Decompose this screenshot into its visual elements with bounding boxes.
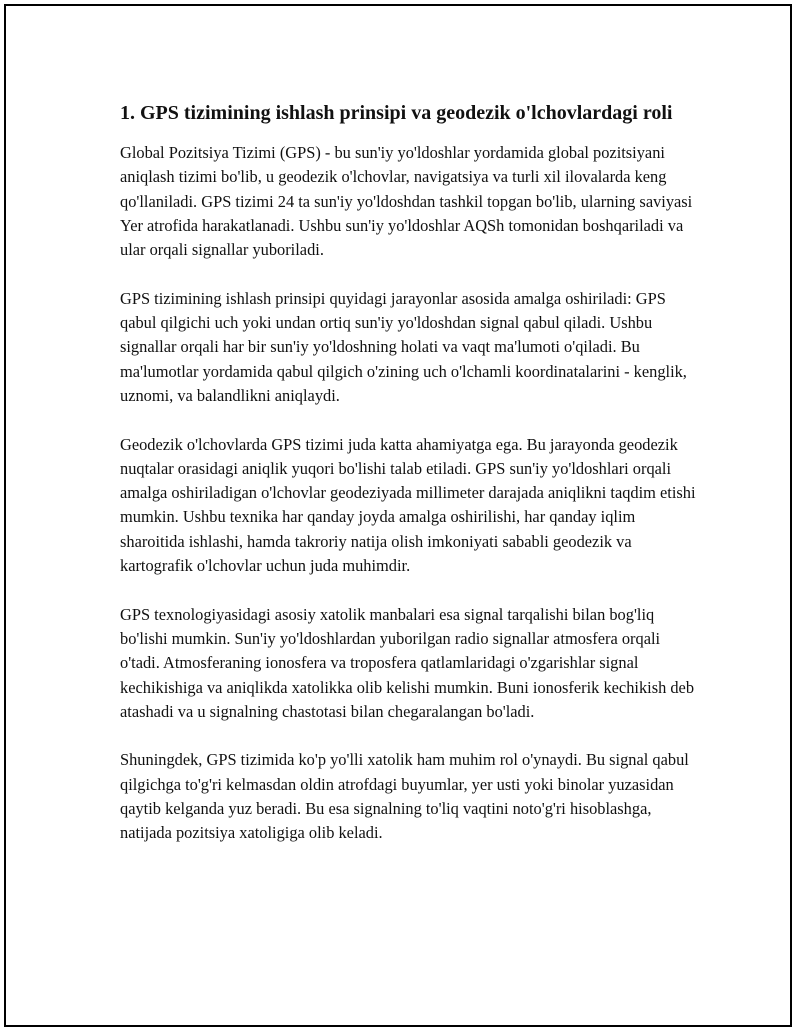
paragraph-error-sources: GPS texnologiyasidagi asosiy xatolik manbalari esa signal tarqalishi bilan bog'liq bo'lishi mumkin. Sun'iy yo'ldoshlardan yuborilgan radio signallar atmosfera orqali o'tadi. Atmosferaning ionosfera va troposfera qatlamlaridagi o'zgarishlar signal kechikishiga va aniqlikda xatolikka olib kelishi mumkin. Buni ionosferik kechikish deb atashadi va u signalning chastotasi bilan chegaralangan bo'ladi. [120, 604, 695, 721]
paragraph-geodetic-role: Geodezik o'lchovlarda GPS tizimi juda katta ahamiyatga ega. Bu jarayonda geodezik nuqtalar orasidagi aniqlik yuqori bo'lishi talab etiladi. GPS sun'iy yo'ldoshlari orqali amalga oshiriladigan o'lchovlar geodeziyada millimeter darajada aniqlikni taqdim etishi mumkin. Ushbu texnika har qanday joyda amalga oshirilishi, har qanday iqlim sharoitida ishlashi, hamda takroriy natija olish imkoniyati sababli geodezik va kartografik o'lchovlar uchun juda muhimdir. [120, 434, 696, 576]
section-heading: 1. GPS tizimining ishlash prinsipi va geodezik o'lchovlardagi roli [120, 102, 673, 124]
paragraph-multipath-error: Shuningdek, GPS tizimida ko'p yo'lli xatolik ham muhim rol o'ynaydi. Bu signal qabul qilgichga to'g'ri kelmasdan oldin atrofdagi buyumlar, yer usti yoki binolar yuzasidan qaytib kelganda yuz beradi. Bu esa signalning to'liq vaqtini noto'g'ri hisoblashga, natijada pozitsiya xatoligiga olib keladi. [120, 750, 689, 843]
paragraph-working-principle: GPS tizimining ishlash prinsipi quyidagi jarayonlar asosida amalga oshiriladi: GPS qabul qilgichi uch yoki undan ortiq sun'iy yo'ldoshdan signal qabul qiladi. Ushbu signallar orqali har bir sun'iy yo'ldoshning holati va vaqt ma'lumoti o'qiladi. Bu ma'lumotlar yordamida qabul qilgich o'zining uch o'lchamli koordinatalarini - kenglik, uznomi, va balandlikni aniqlaydi. [120, 288, 687, 405]
paragraph-gps-intro: Global Pozitsiya Tizimi (GPS) - bu sun'iy yo'ldoshlar yordamida global pozitsiyani aniqlash tizimi bo'lib, u geodezik o'lchovlar, navigatsiya va turli xil ilovalarda keng qo'llaniladi. GPS tizimi 24 ta sun'iy yo'ldoshdan tashkil topgan bo'lib, ularning saviyasi Yer atrofida harakatlanadi. Ushbu sun'iy yo'ldoshlar AQSh tomonidan boshqariladi va ular orqali signallar yuboriladi. [120, 143, 693, 260]
document-body [120, 99, 698, 870]
page-frame [4, 4, 792, 1027]
